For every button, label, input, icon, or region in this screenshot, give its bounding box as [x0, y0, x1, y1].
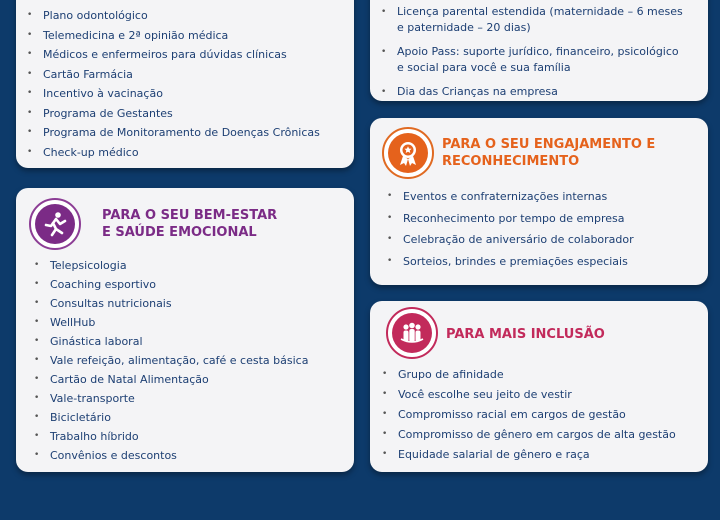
award-ribbon-icon: [394, 139, 422, 167]
engagement-badge: [382, 127, 434, 179]
list-item: • Equidade salarial de gênero e raça: [398, 448, 676, 468]
wellbeing-card-header: [29, 198, 277, 250]
wellbeing-title: PARA O SEU BEM-ESTAR E SAÚDE EMOCIONAL: [102, 208, 278, 240]
health-benefits-card: [16, 0, 354, 168]
list-item: • Compromisso racial em cargos de gestão: [398, 408, 676, 428]
list-item: • Licença parental estendida (maternidade – 6 meses e paternidade – 20 dias): [397, 4, 683, 36]
inclusion-title: PARA MAIS INCLUSÃO: [446, 326, 605, 342]
list-item: • Vale refeição, alimentação, café e cesta básica: [50, 354, 308, 373]
inclusion-badge: [386, 307, 438, 359]
list-item: • Cartão de Natal Alimentação: [50, 373, 308, 392]
list-item: • Incentivo à vacinação: [43, 87, 320, 107]
engagement-title: PARA O SEU ENGAJAMENTO E RECONHECIMENTO: [442, 137, 656, 169]
inclusion-card-header: [386, 307, 605, 359]
list-item: • Trabalho híbrido: [50, 430, 308, 449]
list-item: • Programa de Gestantes: [43, 107, 320, 127]
engagement-list: [403, 190, 634, 276]
family-benefits-list: [397, 4, 683, 101]
wellbeing-badge: [29, 198, 81, 250]
person-running-icon: [41, 210, 69, 238]
list-item: • Sorteios, brindes e premiações especiais: [403, 255, 634, 277]
list-item: • Vale-transporte: [50, 392, 308, 411]
list-item: • Eventos e confraternizações internas: [403, 190, 634, 212]
wellbeing-card: [16, 188, 354, 472]
inclusion-card: [370, 301, 708, 472]
list-item: • WellHub: [50, 316, 308, 335]
list-item: • Bicicletário: [50, 411, 308, 430]
family-benefits-card: [370, 0, 708, 101]
health-benefits-list: [43, 9, 320, 165]
list-item: • Apoio Pass: suporte jurídico, financeiro, psicológico e social para você e sua família: [397, 44, 683, 76]
list-item: • Telemedicina e 2ª opinião médica: [43, 29, 320, 49]
engagement-card-header: [382, 127, 655, 179]
list-item: • Coaching esportivo: [50, 278, 308, 297]
list-item: • Ginástica laboral: [50, 335, 308, 354]
list-item: • Compromisso de gênero em cargos de alta gestão: [398, 428, 676, 448]
list-item: • Check-up médico: [43, 146, 320, 166]
list-item: • Reconhecimento por tempo de empresa: [403, 212, 634, 234]
people-group-icon: [398, 319, 426, 347]
list-item: • Dia das Crianças na empresa: [397, 84, 683, 100]
list-item: • Plano odontológico: [43, 9, 320, 29]
list-item: • Telepsicologia: [50, 259, 308, 278]
list-item: • Celebração de aniversário de colaborador: [403, 233, 634, 255]
list-item: • Consultas nutricionais: [50, 297, 308, 316]
list-item: • Grupo de afinidade: [398, 368, 676, 388]
engagement-card: [370, 118, 708, 285]
list-item: • Convênios e descontos: [50, 449, 308, 468]
list-item: • Você escolhe seu jeito de vestir: [398, 388, 676, 408]
wellbeing-list: [50, 259, 308, 468]
list-item: • Cartão Farmácia: [43, 68, 320, 88]
list-item: • Médicos e enfermeiros para dúvidas clínicas: [43, 48, 320, 68]
list-item: • Programa de Monitoramento de Doenças Crônicas: [43, 126, 320, 146]
inclusion-list: [398, 368, 676, 468]
